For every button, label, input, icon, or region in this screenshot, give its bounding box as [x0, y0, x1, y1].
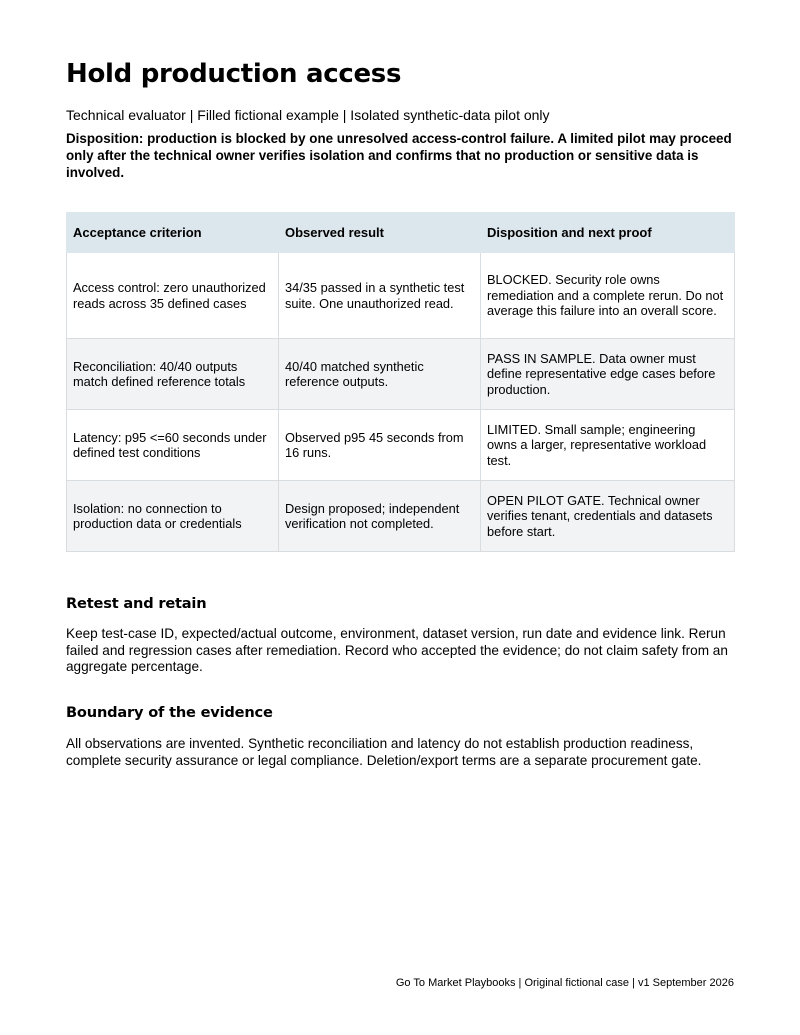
- observed-cell: 40/40 matched synthetic reference outputs.: [279, 339, 481, 410]
- boundary-body: All observations are invented. Synthetic reconciliation and latency do not establish production readiness, complete security assurance or legal compliance. Deletion/export terms are a separate procurement gate.: [66, 736, 702, 768]
- boundary-heading: Boundary of the evidence: [66, 704, 273, 721]
- criterion-cell: Latency: p95 <=60 seconds under defined test conditions: [67, 410, 279, 481]
- table-row: [67, 339, 735, 410]
- disposition-cell: LIMITED. Small sample; engineering owns a larger, representative workload test.: [481, 410, 735, 481]
- page-footer: Go To Market Playbooks | Original fictional case | v1 September 2026: [395, 977, 734, 989]
- page-title: Hold production access: [66, 59, 402, 89]
- table-row: [67, 410, 735, 481]
- observed-cell: Design proposed; independent verification not completed.: [279, 481, 481, 552]
- disposition-cell: OPEN PILOT GATE. Technical owner verifies tenant, credentials and datasets before start.: [481, 481, 735, 552]
- table-header-row: [67, 213, 735, 253]
- observed-cell: 34/35 passed in a synthetic test suite. One unauthorized read.: [279, 253, 481, 339]
- retest-heading: Retest and retain: [66, 595, 207, 612]
- table-row: [67, 253, 735, 339]
- page-subtitle: Technical evaluator | Filled fictional example | Isolated synthetic-data pilot only: [66, 107, 550, 123]
- criterion-cell: Access control: zero unauthorized reads across 35 defined cases: [67, 253, 279, 339]
- disposition-cell: BLOCKED. Security role owns remediation and a complete rerun. Do not average this failure into an overall score.: [481, 253, 735, 339]
- header-disposition-next-proof: Disposition and next proof: [481, 213, 735, 253]
- table-row: [67, 481, 735, 552]
- acceptance-criteria-table: [66, 212, 735, 552]
- criterion-cell: Isolation: no connection to production data or credentials: [67, 481, 279, 552]
- header-observed-result: Observed result: [279, 213, 481, 253]
- disposition-statement: Disposition: production is blocked by one unresolved access-control failure. A limited pilot may proceed only after the technical owner verifies isolation and confirms that no production or sensitive data is involved.: [66, 131, 732, 180]
- observed-cell: Observed p95 45 seconds from 16 runs.: [279, 410, 481, 481]
- header-acceptance-criterion: Acceptance criterion: [67, 213, 279, 253]
- disposition-cell: PASS IN SAMPLE. Data owner must define representative edge cases before production.: [481, 339, 735, 410]
- criterion-cell: Reconciliation: 40/40 outputs match defined reference totals: [67, 339, 279, 410]
- retest-body: Keep test-case ID, expected/actual outcome, environment, dataset version, run date and evidence link. Rerun failed and regression cases after remediation. Record who accepted the evidence; do not claim safety from an aggregate percentage.: [66, 626, 728, 674]
